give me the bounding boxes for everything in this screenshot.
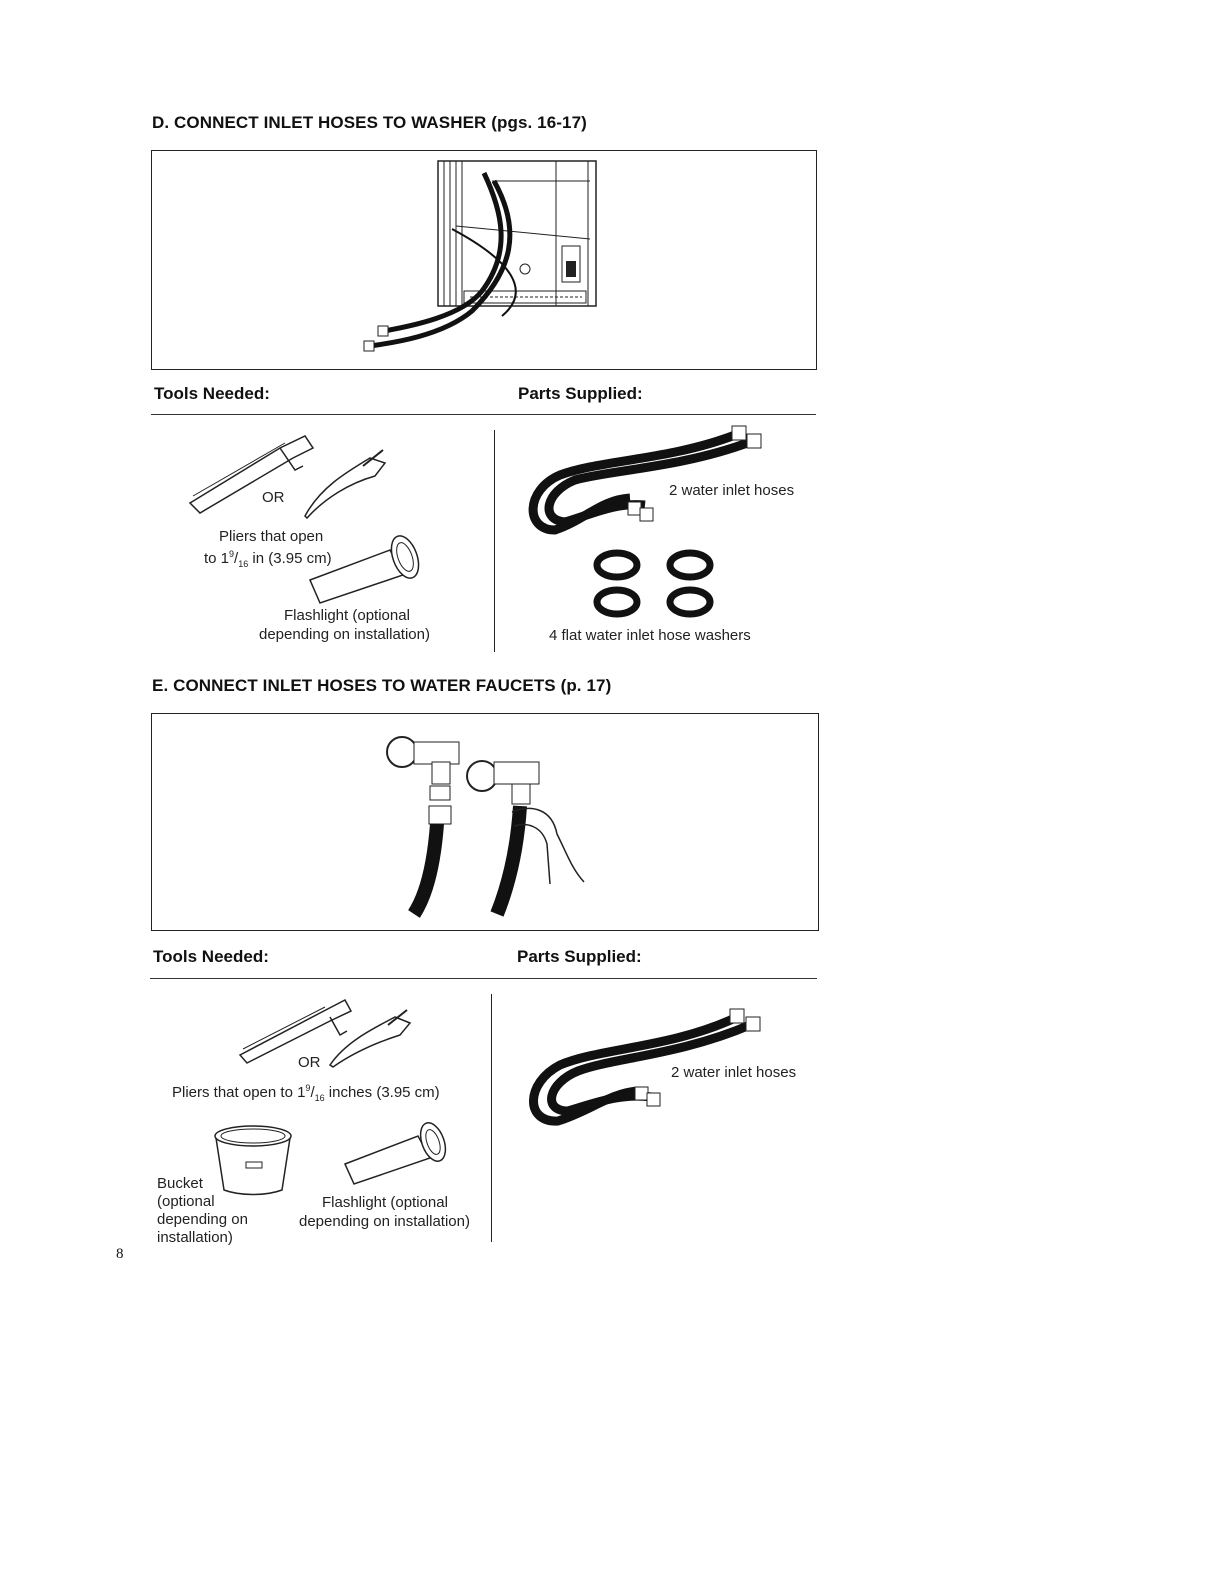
flashlight-icon <box>305 535 430 605</box>
inlet-hoses-icon <box>520 420 765 535</box>
faucet-connection-illustration <box>152 714 818 930</box>
bucket-icon <box>210 1122 300 1197</box>
faucet-illustration-frame <box>151 713 819 931</box>
section-e-or-label: OR <box>298 1054 321 1071</box>
pliers-icon <box>185 428 395 518</box>
section-e-title: E. CONNECT INLET HOSES TO WATER FAUCETS (p. 17) <box>152 676 612 695</box>
section-d-flashlight-caption-1: Flashlight (optional <box>284 607 410 624</box>
section-e-parts-heading: Parts Supplied: <box>517 947 642 966</box>
section-d-tools-heading: Tools Needed: <box>154 384 270 403</box>
washer-illustration-frame <box>151 150 817 370</box>
washer-back-illustration <box>152 151 816 369</box>
section-d-hoses-caption: 2 water inlet hoses <box>669 482 795 499</box>
section-e-divider <box>150 978 817 979</box>
section-d-washers-caption: 4 flat water inlet hose washers <box>549 627 751 644</box>
section-e-column-divider <box>491 994 492 1242</box>
page-number: 8 <box>116 1246 124 1262</box>
bucket-caption-3: depending on <box>157 1211 248 1228</box>
section-d-or-label: OR <box>262 489 285 506</box>
section-d-pliers-caption-1: Pliers that open <box>219 528 324 545</box>
section-e-pliers-caption: Pliers that open to $1^9/_{16}$ inches (3.95 cm) <box>172 1083 440 1103</box>
section-e-flashlight-caption-2: depending on installation) <box>299 1213 470 1230</box>
pliers-icon-e <box>235 995 425 1070</box>
hose-washers-icon <box>595 550 735 620</box>
section-d-title: D. CONNECT INLET HOSES TO WASHER (pgs. 16-17) <box>152 113 587 132</box>
section-e-flashlight-caption-1: Flashlight (optional <box>322 1194 448 1211</box>
section-d-parts-heading: Parts Supplied: <box>518 384 643 403</box>
section-d-divider <box>151 414 816 415</box>
section-e-hoses-caption: 2 water inlet hoses <box>671 1064 797 1081</box>
section-d-flashlight-caption-2: depending on installation) <box>259 626 430 643</box>
bucket-caption-4: installation) <box>157 1229 233 1246</box>
section-d-column-divider <box>494 430 495 652</box>
section-e-tools-heading: Tools Needed: <box>153 947 269 966</box>
bucket-caption-2: (optional <box>157 1193 215 1210</box>
flashlight-icon-e <box>340 1122 455 1187</box>
section-d-pliers-caption-2: to $1^9/_{16}$ in (3.95 cm) <box>204 549 332 569</box>
bucket-caption-1: Bucket <box>157 1175 203 1192</box>
